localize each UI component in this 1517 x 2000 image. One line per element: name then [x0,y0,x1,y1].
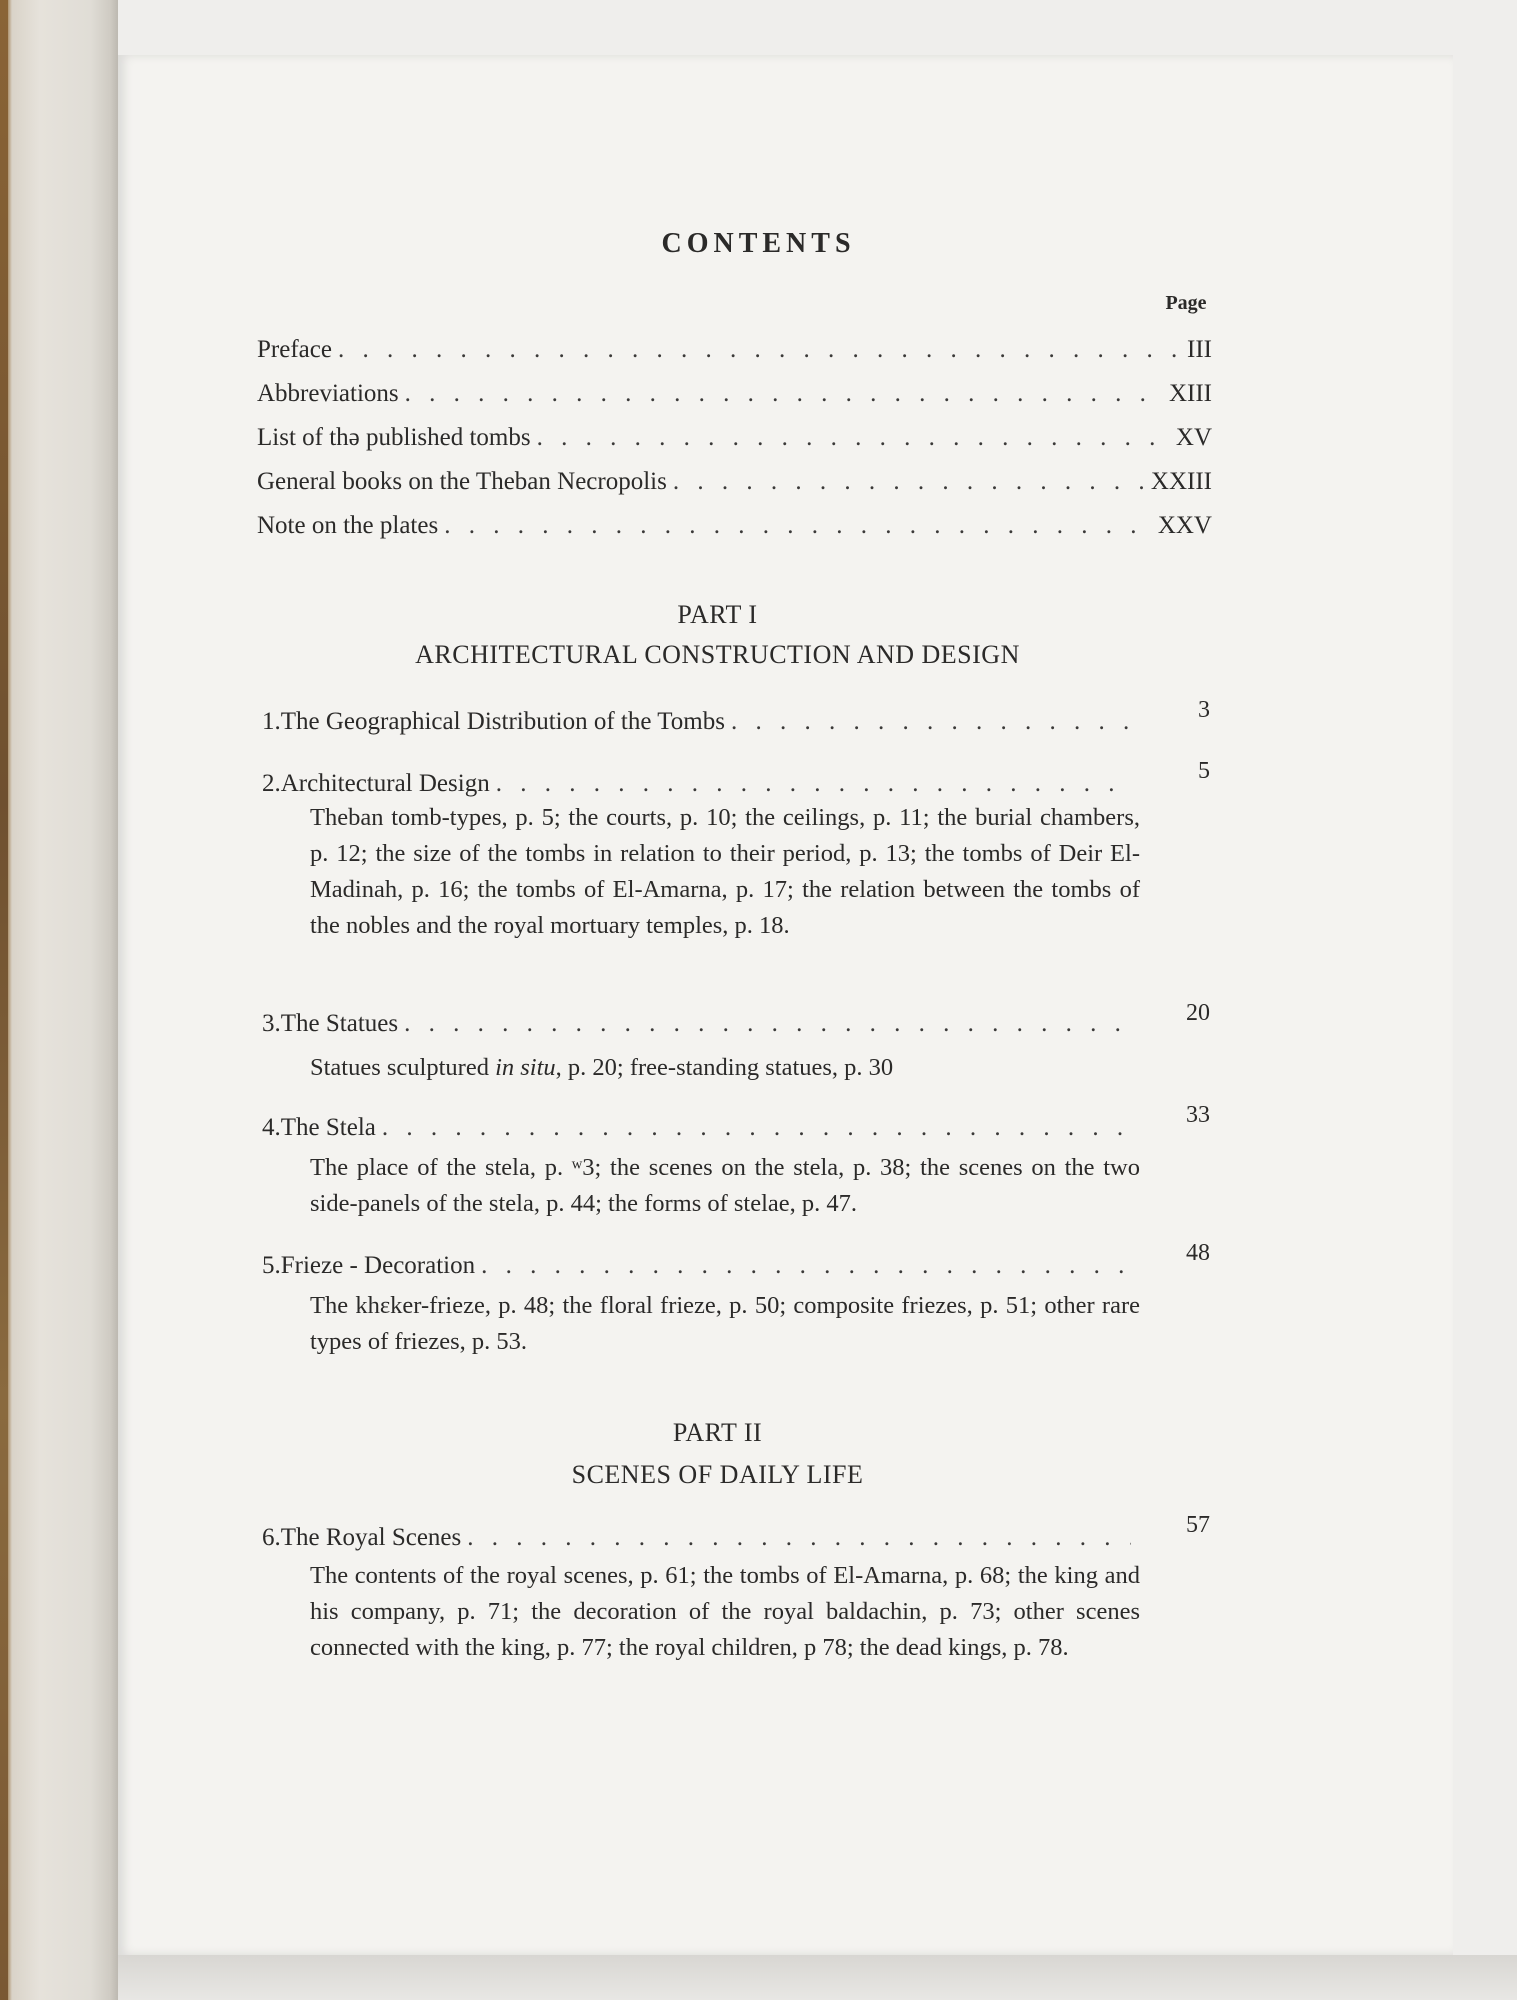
leader-dots [537,424,1170,452]
description-text: , p. 20; free-standing statues, p. 30 [555,1054,894,1081]
toc-entry-label: Note on the plates [257,512,439,539]
chapter-description: The contents of the royal scenes, p. 61; the tombs of El-Amarna, p. 68; the king and his company, p. 71; the decoration of the royal baldachin, p. 73; other scenes connected with the king, p. 77; the royal children, p 78; the dead kings, p. 78. [310,1562,1140,1661]
toc-entry-page: XXV [1157,512,1212,539]
leader-dots [382,1114,1131,1142]
chapter-title: The Statues [280,1010,399,1037]
chapter-3 [262,1010,1137,1038]
toc-entry-label: Preface [257,336,332,363]
chapter-description: Theban tomb-types, p. 5; the courts, p. 10; the ceilings, p. 11; the burial chambers, p. 12; the size of the tombs in relation to their period, p. 13; the tombs of Deir El-Madinah, p. 16; the tombs of El-Amarna, p. 17; the relation between the tombs of the nobles and the royal mortuary temples, p. 18. [310,804,1140,939]
chapter-page: 57 [1186,1512,1210,1538]
cover-spine [0,0,8,2000]
book-cover-edge [0,0,118,2000]
chapter-number: 3. [262,1010,281,1037]
leader-dots [481,1252,1131,1280]
chapter-page: 5 [1198,758,1210,784]
leader-dots [444,512,1152,540]
leader-dots [404,1010,1131,1038]
contents-title: CONTENTS [661,228,856,259]
toc-entry-page: XIII [1168,380,1212,407]
chapter-page: 20 [1186,1000,1210,1026]
chapter-page: 3 [1198,697,1210,723]
toc-entry-label: General books on the Theban Necropolis [257,468,667,495]
part-one-subheading: ARCHITECTURAL CONSTRUCTION AND DESIGN [415,640,1020,669]
leader-dots [405,380,1163,408]
chapter-1 [262,708,1137,736]
chapter-number: 6. [262,1524,281,1551]
toc-entry-page: III [1187,336,1212,363]
toc-entry-page: XV [1175,424,1212,451]
chapter-number: 1. [262,708,281,735]
toc-entry-abbreviations [257,380,1212,414]
chapter-title: The Royal Scenes [280,1524,462,1551]
toc-entry-page: XXIII [1150,468,1212,495]
chapter-2 [262,770,1137,798]
leader-dots [496,770,1131,798]
chapter-page: 48 [1186,1240,1210,1266]
chapter-title: Architectural Design [280,770,490,797]
chapter-4 [262,1114,1137,1142]
toc-entry-published-tombs [257,424,1212,458]
toc-entry-label: Abbreviations [257,380,399,407]
page-column-label: Page [1165,292,1207,314]
leader-dots [338,336,1181,364]
leader-dots [673,468,1145,496]
chapter-description: The place of the stela, p. ʷ3; the scenes on the stela, p. 38; the scenes on the two side-panels of the stela, p. 44; the forms of stelae, p. 47. [310,1154,1140,1217]
chapter-number: 4. [262,1114,281,1141]
chapter-title: The Geographical Distribution of the Tombs [280,708,725,735]
chapter-6 [262,1524,1137,1552]
page-shadow [118,1955,1517,2000]
chapter-number: 2. [262,770,281,797]
chapter-5 [262,1252,1137,1280]
description-italic: in situ [495,1054,556,1081]
toc-entry-general-books [257,468,1212,502]
toc-entry-note-plates [257,512,1212,546]
part-two-heading: PART II [672,1418,763,1447]
chapter-title: The Stela [280,1114,376,1141]
chapter-page: 33 [1186,1102,1210,1128]
part-two-subheading: SCENES OF DAILY LIFE [571,1460,864,1489]
chapter-description: The khεker-frieze, p. 48; the floral frieze, p. 50; composite friezes, p. 51; other rare types of friezes, p. 53. [310,1292,1140,1355]
description-text: Statues sculptured [310,1054,496,1081]
toc-entry-label: List of thə published tombs [257,424,531,451]
chapter-number: 5. [262,1252,281,1279]
leader-dots [731,708,1131,736]
part-one-heading: PART I [677,600,758,629]
toc-entry-preface [257,336,1212,370]
leader-dots [467,1524,1131,1552]
chapter-description [310,1050,1140,1086]
chapter-title: Frieze - Decoration [280,1252,476,1279]
